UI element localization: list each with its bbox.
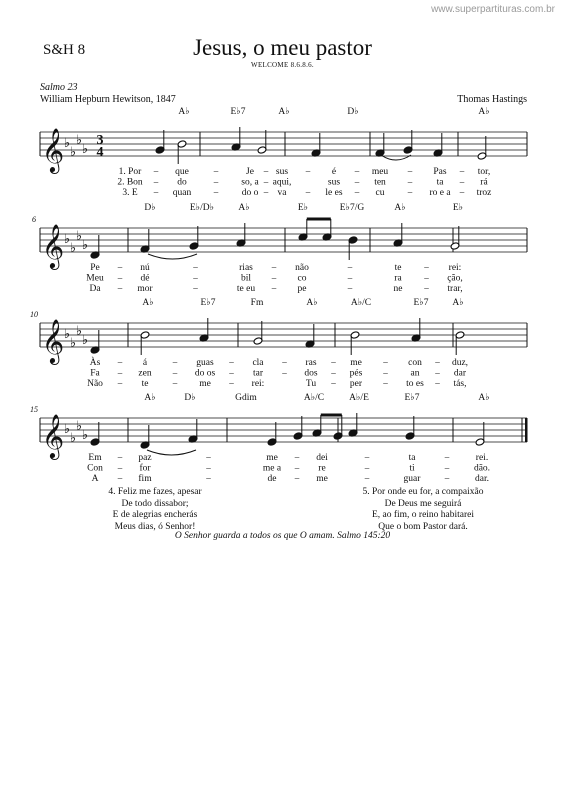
tune-name: WELCOME 8.6.8.6.: [251, 61, 314, 69]
flat-icon: ♭: [81, 427, 89, 442]
lyric-hyphen: –: [407, 176, 413, 187]
lyric-syllable: dos: [304, 368, 318, 379]
lyric-syllable: dão.: [473, 463, 491, 474]
treble-clef-icon: 𝄞: [41, 130, 65, 172]
time-signature-top: 3: [96, 133, 104, 148]
lyric-hyphen: –: [117, 262, 123, 272]
lyric-hyphen: –: [364, 452, 370, 462]
stanza-line: 5. Por onde eu for, a compaixão: [362, 487, 484, 497]
chord-symbol: A♭/C: [350, 298, 372, 308]
lyric-syllable: zen: [138, 368, 152, 379]
lyric-syllable: duz,: [451, 358, 469, 368]
lyric-hyphen: –: [354, 187, 360, 197]
lyric-hyphen: –: [331, 357, 336, 367]
flat-icon: ♭: [75, 323, 83, 338]
hymn-code: S&H 8: [43, 42, 86, 58]
lyric-syllable: cla: [252, 358, 264, 368]
lyric-syllable: cu: [375, 188, 385, 198]
lyric-syllable: guar: [403, 474, 421, 484]
chord-symbol: E♭7: [404, 393, 420, 403]
lyric-hyphen: –: [294, 452, 300, 462]
lyric-syllable: é: [331, 167, 337, 177]
chord-symbol: D♭: [144, 203, 156, 213]
flat-icon: ♭: [81, 237, 89, 252]
lyric-syllable: aqui,: [272, 177, 292, 188]
flat-icon: ♭: [75, 228, 83, 243]
lyric-syllable: quan: [172, 188, 192, 198]
lyric-hyphen: –: [213, 176, 219, 187]
lyric-syllable: pe: [297, 284, 307, 294]
lyric-hyphen: –: [193, 262, 198, 272]
stanza-5: [328, 487, 518, 533]
lyric-hyphen: –: [459, 166, 465, 176]
chord-symbol: A♭: [238, 203, 250, 213]
final-barline: [525, 418, 528, 442]
lyric-hyphen: –: [407, 187, 413, 197]
chord-symbol: E♭7: [230, 107, 246, 117]
lyric-syllable: Em: [88, 453, 102, 463]
lyric-hyphen: –: [294, 473, 300, 483]
treble-clef-icon: 𝄞: [41, 321, 65, 363]
lyric-syllable: rá: [480, 177, 488, 188]
time-signature-bottom: 4: [96, 145, 104, 160]
lyric-syllable: tar: [252, 368, 264, 379]
lyric-syllable: te: [141, 379, 149, 389]
lyric-hyphen: –: [153, 187, 159, 197]
chord-symbol: D♭: [184, 393, 196, 403]
lyric-syllable: me: [350, 358, 362, 368]
chord-symbol: A♭: [306, 298, 318, 308]
lyric-syllable: que: [175, 167, 189, 177]
lyric-syllable: dar.: [475, 474, 489, 484]
measure-number: 10: [30, 310, 38, 319]
lyric-syllable: co: [297, 273, 307, 284]
watermark: www.superpartituras.com.br: [431, 4, 555, 15]
lyric-hyphen: –: [172, 357, 178, 367]
psalm-reference: Salmo 23: [40, 82, 78, 93]
lyric-hyphen: –: [271, 272, 277, 283]
chord-symbol: E♭: [452, 203, 464, 213]
chord-symbol: E♭: [297, 203, 309, 213]
chord-symbol: Gdim: [235, 393, 257, 403]
lyric-hyphen: –: [193, 283, 198, 293]
lyric-hyphen: –: [424, 283, 429, 293]
lyric-hyphen: –: [117, 272, 123, 283]
lyric-syllable: me: [266, 453, 278, 463]
lyric-syllable: to es: [406, 379, 424, 389]
lyric-syllable: ro e a: [429, 188, 451, 198]
lyric-hyphen: –: [282, 367, 287, 378]
flat-icon: ♭: [63, 421, 71, 436]
lyric-hyphen: –: [271, 283, 277, 293]
lyric-hyphen: –: [117, 283, 123, 293]
lyric-hyphen: –: [305, 166, 311, 176]
lyric-hyphen: –: [117, 462, 123, 473]
flat-icon: ♭: [81, 141, 89, 156]
lyric-syllable: sus: [275, 167, 289, 177]
lyric-syllable: do: [177, 177, 187, 188]
lyric-syllable: me a: [262, 463, 282, 474]
lyric-syllable: ten: [374, 177, 386, 188]
chord-symbol: A♭: [478, 393, 490, 403]
lyric-hyphen: –: [117, 367, 123, 378]
lyric-hyphen: –: [354, 176, 360, 187]
lyric-hyphen: –: [263, 187, 269, 197]
lyric-hyphen: –: [213, 187, 219, 197]
lyric-hyphen: –: [263, 176, 269, 187]
lyric-syllable: Pe: [90, 263, 100, 273]
lyric-syllable: ta: [436, 177, 444, 188]
lyric-syllable: rei.: [475, 453, 489, 463]
lyric-syllable: de: [267, 474, 277, 484]
lyric-syllable: sus: [327, 177, 341, 188]
flat-icon: ♭: [81, 332, 89, 347]
lyric-syllable: Às: [89, 358, 101, 368]
lyric-syllable: tor,: [477, 167, 491, 177]
lyric-syllable: bil: [240, 273, 252, 284]
flat-icon: ♭: [63, 135, 71, 150]
lyric-syllable: rei:: [448, 263, 462, 273]
lyric-hyphen: –: [444, 473, 450, 483]
lyric-syllable: le es: [325, 188, 343, 198]
lyric-syllable: mor: [137, 284, 153, 294]
page-title: Jesus, o meu pastor: [193, 35, 372, 60]
lyric-hyphen: –: [153, 166, 159, 176]
lyric-hyphen: –: [206, 473, 211, 483]
lyric-syllable: rei:: [251, 379, 265, 389]
slur: [147, 450, 196, 455]
flat-icon: ♭: [75, 132, 83, 147]
lyric-hyphen: –: [193, 272, 198, 283]
stanza-line: E de alegrias encherás: [112, 510, 198, 520]
lyric-syllable: 3. E: [122, 188, 138, 198]
chord-symbol: E♭7: [413, 298, 429, 308]
stanza-line: 4. Feliz me fazes, apesar: [108, 487, 202, 497]
lyric-hyphen: –: [435, 357, 440, 367]
lyric-hyphen: –: [347, 283, 353, 293]
lyric-syllable: Je: [246, 167, 254, 177]
stanza-line: De Deus me seguirá: [384, 498, 462, 509]
stanza-line: De todo dissabor;: [121, 498, 189, 509]
lyric-hyphen: –: [172, 378, 178, 388]
lyric-syllable: con: [408, 358, 422, 368]
lyric-syllable: te: [394, 263, 402, 273]
lyric-hyphen: –: [294, 462, 300, 473]
flat-icon: ♭: [69, 240, 77, 255]
lyric-syllable: Pas: [433, 167, 447, 177]
lyric-syllable: meu: [371, 167, 389, 177]
lyric-syllable: so, a: [241, 177, 259, 188]
lyric-hyphen: –: [354, 166, 360, 176]
lyric-syllable: te eu: [236, 284, 256, 294]
lyric-hyphen: –: [424, 262, 429, 272]
lyric-syllable: Da: [89, 284, 101, 294]
lyric-hyphen: –: [229, 367, 234, 378]
lyric-hyphen: –: [383, 357, 388, 367]
lyric-hyphen: –: [305, 187, 311, 197]
lyric-hyphen: –: [424, 272, 429, 283]
flat-icon: ♭: [69, 335, 77, 350]
chord-symbol: A♭: [394, 203, 406, 213]
lyric-syllable: guas: [196, 358, 214, 368]
lyric-syllable: for: [139, 463, 151, 474]
lyric-hyphen: –: [347, 262, 353, 272]
measure-number: 15: [30, 405, 38, 414]
lyric-hyphen: –: [153, 176, 159, 187]
lyric-hyphen: –: [172, 367, 178, 378]
chord-symbol: D♭: [347, 107, 359, 117]
flat-icon: ♭: [63, 326, 71, 341]
chord-symbol: A♭: [144, 393, 156, 403]
lyric-hyphen: –: [435, 367, 440, 378]
chord-symbol: A♭: [142, 298, 154, 308]
lyric-hyphen: –: [435, 378, 440, 388]
lyric-syllable: va: [277, 188, 287, 198]
chord-symbol: E♭/D♭: [189, 203, 215, 213]
lyric-hyphen: –: [383, 367, 388, 378]
lyric-syllable: Con: [87, 463, 103, 474]
lyric-syllable: Não: [87, 379, 103, 389]
lyric-hyphen: –: [229, 378, 234, 388]
lyric-hyphen: –: [117, 378, 123, 388]
lyric-hyphen: –: [263, 166, 269, 176]
flat-icon: ♭: [69, 144, 77, 159]
slur: [148, 254, 197, 259]
lyric-hyphen: –: [206, 462, 211, 473]
lyric-hyphen: –: [282, 357, 287, 367]
lyric-syllable: 2. Bon: [117, 177, 143, 188]
lyric-syllable: re: [318, 463, 326, 474]
lyric-syllable: an: [410, 368, 420, 379]
lyric-syllable: fim: [138, 474, 152, 484]
flat-icon: ♭: [75, 418, 83, 433]
lyric-syllable: paz: [138, 453, 152, 463]
chord-symbol: Fm: [250, 298, 264, 308]
lyric-hyphen: –: [347, 272, 353, 283]
chord-symbol: A♭/E: [349, 393, 369, 403]
lyric-syllable: ras: [305, 358, 317, 368]
lyric-syllable: dé: [140, 273, 150, 284]
lyric-syllable: Fa: [90, 368, 100, 379]
lyric-syllable: Tu: [305, 379, 317, 389]
lyric-syllable: ti: [409, 463, 415, 474]
lyric-syllable: tás,: [453, 379, 467, 389]
lyric-syllable: do o: [241, 188, 259, 198]
chord-symbol: A♭: [178, 107, 190, 117]
lyric-hyphen: –: [364, 473, 370, 483]
lyric-syllable: ne: [393, 284, 403, 294]
lyric-hyphen: –: [459, 176, 465, 187]
lyric-hyphen: –: [364, 462, 370, 473]
stanza-line: E, ao fim, o reino habitarei: [371, 510, 475, 520]
lyric-syllable: per: [349, 379, 363, 389]
lyric-hyphen: –: [383, 378, 388, 388]
lyric-syllable: A: [91, 474, 99, 484]
chord-symbol: A♭: [452, 298, 464, 308]
lyric-syllable: ta: [408, 453, 416, 463]
lyric-syllable: do os: [194, 368, 216, 379]
lyric-hyphen: –: [117, 357, 123, 367]
chord-symbol: E♭7/G: [339, 203, 365, 213]
lyric-hyphen: –: [206, 452, 211, 462]
stanza-4: [60, 487, 250, 533]
chord-symbol: A♭: [278, 107, 290, 117]
lyric-hyphen: –: [331, 378, 336, 388]
chord-symbol: A♭: [478, 107, 490, 117]
lyric-syllable: á: [142, 358, 148, 368]
lyric-hyphen: –: [271, 262, 277, 272]
lyric-hyphen: –: [331, 367, 336, 378]
measure-number: 6: [32, 215, 36, 224]
treble-clef-icon: 𝄞: [41, 416, 65, 458]
flat-icon: ♭: [63, 231, 71, 246]
stanza-line: Que o bom Pastor dará.: [378, 521, 468, 532]
lyric-hyphen: –: [407, 166, 413, 176]
stanza-line: Meus dias, ó Senhor!: [114, 521, 196, 532]
lyric-hyphen: –: [117, 452, 123, 462]
footer-verse: O Senhor guarda a todos os que O amam. Salmo 145:20: [174, 531, 391, 541]
lyric-syllable: dar: [453, 368, 467, 379]
lyric-hyphen: –: [459, 187, 465, 197]
lyric-hyphen: –: [444, 462, 450, 473]
lyric-syllable: Meu: [86, 273, 104, 284]
lyric-syllable: pés: [349, 368, 363, 379]
lyric-syllable: trar,: [447, 284, 463, 294]
lyric-hyphen: –: [229, 357, 234, 367]
lyric-hyphen: –: [213, 166, 219, 176]
lyricist: William Hepburn Hewitson, 1847: [40, 94, 176, 105]
lyric-syllable: me: [316, 474, 328, 484]
lyric-hyphen: –: [117, 473, 123, 483]
treble-clef-icon: 𝄞: [41, 226, 65, 268]
lyric-syllable: 1. Por: [118, 167, 142, 177]
chord-symbol: A♭/C: [303, 393, 325, 403]
lyric-syllable: ção,: [447, 273, 463, 284]
flat-icon: ♭: [69, 430, 77, 445]
lyric-syllable: ra: [394, 273, 402, 284]
composer: Thomas Hastings: [457, 94, 527, 105]
lyric-syllable: não: [295, 263, 309, 273]
lyric-syllable: me: [199, 379, 211, 389]
lyric-syllable: troz: [476, 188, 492, 198]
lyric-syllable: rias: [239, 263, 253, 273]
lyric-hyphen: –: [444, 452, 450, 462]
chord-symbol: E♭7: [200, 298, 216, 308]
lyric-syllable: dei: [316, 453, 328, 463]
lyric-syllable: nú: [140, 263, 150, 273]
